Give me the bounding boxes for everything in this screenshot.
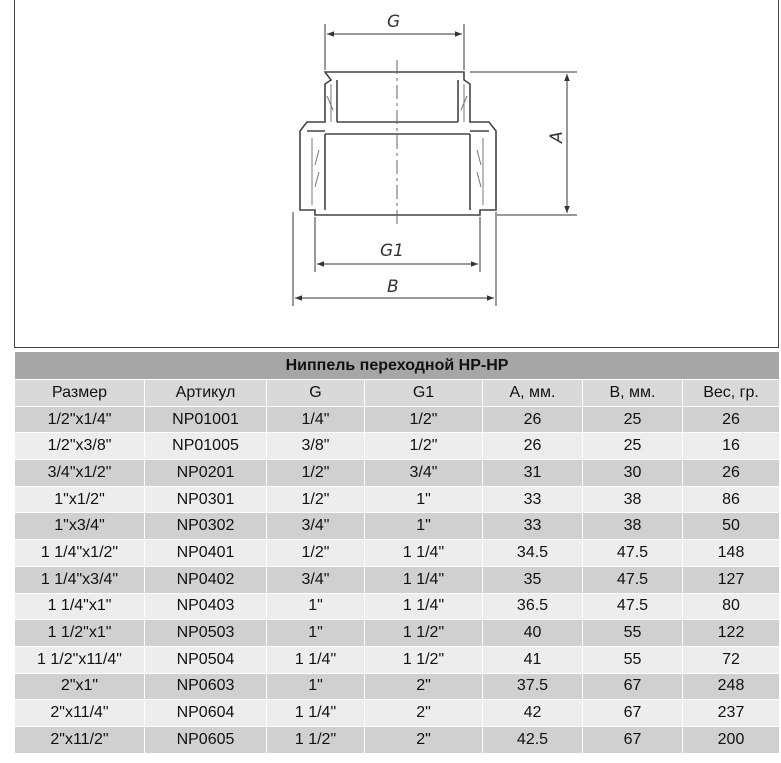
label-g1: G1: [380, 241, 404, 261]
table-row: [15, 700, 780, 727]
column-header: Артикул: [145, 380, 267, 407]
table-cell: 2"x11/2": [15, 726, 145, 753]
column-header: G: [267, 380, 365, 407]
column-header: G1: [365, 380, 483, 407]
table-row: [15, 486, 780, 513]
table-cell: NP0604: [145, 700, 267, 727]
table-cell: 1": [267, 593, 365, 620]
table-cell: 26: [483, 433, 583, 460]
table-cell: NP0503: [145, 620, 267, 647]
table-cell: 33: [483, 486, 583, 513]
table-cell: 47.5: [583, 566, 683, 593]
table-cell: 1/2": [267, 486, 365, 513]
table-cell: 38: [583, 513, 683, 540]
fitting-outline: [300, 72, 496, 215]
table-cell: 67: [583, 726, 683, 753]
table-cell: NP0504: [145, 646, 267, 673]
table-row: [15, 673, 780, 700]
table-cell: 1 1/2"x11/4": [15, 646, 145, 673]
table-header-row: [15, 380, 780, 407]
table-cell: 41: [483, 646, 583, 673]
table-cell: 86: [683, 486, 780, 513]
column-header: Вес, гр.: [683, 380, 780, 407]
table-cell: 36.5: [483, 593, 583, 620]
label-a: A: [547, 131, 567, 143]
table-row: [15, 646, 780, 673]
table-cell: 72: [683, 646, 780, 673]
table-cell: 3/4": [267, 513, 365, 540]
table-cell: 1 1/4": [365, 593, 483, 620]
table-cell: 25: [583, 406, 683, 433]
table-cell: 67: [583, 700, 683, 727]
table-cell: 248: [683, 673, 780, 700]
table-cell: 2": [365, 726, 483, 753]
table-cell: 40: [483, 620, 583, 647]
table-cell: NP0403: [145, 593, 267, 620]
table-cell: 16: [683, 433, 780, 460]
table-row: [15, 460, 780, 487]
table-row: [15, 620, 780, 647]
table-cell: NP01005: [145, 433, 267, 460]
table-cell: 1/4": [267, 406, 365, 433]
column-header: B, мм.: [583, 380, 683, 407]
table-row: [15, 513, 780, 540]
table-cell: NP0302: [145, 513, 267, 540]
table-row: [15, 540, 780, 567]
table-cell: 34.5: [483, 540, 583, 567]
table-cell: 80: [683, 593, 780, 620]
table-cell: 55: [583, 646, 683, 673]
table-cell: 1 1/4": [267, 700, 365, 727]
table-cell: 25: [583, 433, 683, 460]
table-cell: 1": [267, 673, 365, 700]
spec-table: [14, 351, 780, 754]
table-cell: 127: [683, 566, 780, 593]
table-cell: 38: [583, 486, 683, 513]
table-body: [15, 406, 780, 753]
table-cell: 26: [683, 406, 780, 433]
table-cell: 1": [365, 486, 483, 513]
table-cell: 1 1/2": [365, 646, 483, 673]
table-cell: 3/4": [267, 566, 365, 593]
table-cell: 1 1/4": [267, 646, 365, 673]
table-cell: 47.5: [583, 540, 683, 567]
table-cell: 1 1/2": [365, 620, 483, 647]
table-cell: 237: [683, 700, 780, 727]
table-cell: 1 1/4": [365, 566, 483, 593]
table-cell: 1/2": [267, 540, 365, 567]
table-cell: 37.5: [483, 673, 583, 700]
technical-drawing: [14, 0, 779, 348]
table-cell: 3/8": [267, 433, 365, 460]
table-cell: 35: [483, 566, 583, 593]
table-cell: 67: [583, 673, 683, 700]
table-cell: NP0401: [145, 540, 267, 567]
table-title: Ниппель переходной НР-НР: [15, 352, 780, 380]
table-cell: 47.5: [583, 593, 683, 620]
nipple-cross-section: [15, 0, 780, 348]
table-row: [15, 433, 780, 460]
table-cell: 122: [683, 620, 780, 647]
table-cell: 2"x1": [15, 673, 145, 700]
table-cell: NP0603: [145, 673, 267, 700]
table-cell: NP01001: [145, 406, 267, 433]
table-cell: 26: [683, 460, 780, 487]
table-cell: 1"x1/2": [15, 486, 145, 513]
label-b: B: [387, 277, 399, 297]
table-row: [15, 593, 780, 620]
table-cell: 55: [583, 620, 683, 647]
table-cell: 1": [267, 620, 365, 647]
table-cell: NP0402: [145, 566, 267, 593]
table-cell: 1/2": [365, 433, 483, 460]
table-cell: 3/4": [365, 460, 483, 487]
table-row: [15, 406, 780, 433]
table-cell: 42: [483, 700, 583, 727]
table-cell: NP0201: [145, 460, 267, 487]
column-header: A, мм.: [483, 380, 583, 407]
table-cell: 31: [483, 460, 583, 487]
table-cell: 1": [365, 513, 483, 540]
table-cell: NP0301: [145, 486, 267, 513]
column-header: Размер: [15, 380, 145, 407]
table-cell: 2": [365, 673, 483, 700]
table-cell: 33: [483, 513, 583, 540]
table-cell: 1/2": [267, 460, 365, 487]
table-cell: 42.5: [483, 726, 583, 753]
table-cell: 1"x3/4": [15, 513, 145, 540]
table-cell: 1 1/4"x1/2": [15, 540, 145, 567]
table-cell: NP0605: [145, 726, 267, 753]
table-cell: 1 1/2"x1": [15, 620, 145, 647]
table-cell: 1/2"x3/8": [15, 433, 145, 460]
table-cell: 200: [683, 726, 780, 753]
table-cell: 1 1/4"x3/4": [15, 566, 145, 593]
table-cell: 30: [583, 460, 683, 487]
table-row: [15, 566, 780, 593]
label-g: G: [387, 12, 401, 32]
table-cell: 1/2"x1/4": [15, 406, 145, 433]
table-cell: 26: [483, 406, 583, 433]
table-cell: 3/4"x1/2": [15, 460, 145, 487]
table-cell: 1 1/4"x1": [15, 593, 145, 620]
table-cell: 1 1/2": [267, 726, 365, 753]
table-cell: 148: [683, 540, 780, 567]
table-cell: 2"x11/4": [15, 700, 145, 727]
table-row: [15, 726, 780, 753]
table-cell: 1/2": [365, 406, 483, 433]
table-cell: 2": [365, 700, 483, 727]
table-cell: 50: [683, 513, 780, 540]
table-cell: 1 1/4": [365, 540, 483, 567]
